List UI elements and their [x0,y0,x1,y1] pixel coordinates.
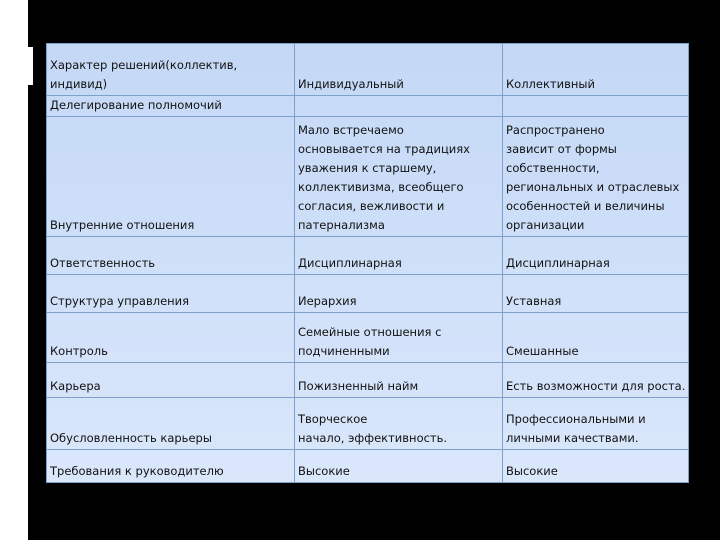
table-cell: Дисциплинарная [295,237,503,275]
table-cell: Профессиональными и личными качествами. [503,398,689,450]
table-row [47,117,689,237]
table-row [47,95,689,117]
table-cell: Семейные отношения с подчиненными [295,312,503,363]
table-row [47,449,689,482]
table-row [47,363,689,398]
table-cell: Ответственность [47,237,295,275]
table-cell: Есть возможности для роста. [503,363,689,398]
table-row [47,275,689,312]
table-cell [503,95,689,117]
table-body [47,44,689,483]
table-cell: Пожизненный найм [295,363,503,398]
decor-bar-top-outline [26,49,32,79]
table-row [47,398,689,450]
table-cell: Делегирование полномочий [47,95,295,117]
decor-bar-bottom [18,392,24,404]
table-cell: Дисциплинарная [503,237,689,275]
table-row [47,237,689,275]
table-cell: Коллективный [503,44,689,96]
table-cell [295,95,503,117]
table-cell: Смешанные [503,312,689,363]
table-cell: Творческое начало, эффективность. [295,398,503,450]
table-cell: Распространено зависит от формы собственности, региональных и отраслевых особенностей и величины организации [503,117,689,237]
table-row [47,312,689,363]
table-cell: Иерархия [295,275,503,312]
table-cell: Обусловленность карьеры [47,398,295,450]
table-cell: Требования к руководителю [47,449,295,482]
table-cell: Структура управления [47,275,295,312]
table-cell: Высокие [295,449,503,482]
table-cell: Уставная [503,275,689,312]
table-cell: Мало встречаемо основывается на традициях уважения к старшему, коллективизма, всеобщего согласия, вежливости и патернализма [295,117,503,237]
table-cell: Характер решений(коллектив, индивид) [47,44,295,96]
comparison-table [46,43,689,483]
table-row [47,44,689,96]
table-cell: Высокие [503,449,689,482]
table-cell: Карьера [47,363,295,398]
table-cell: Контроль [47,312,295,363]
table-cell: Внутренние отношения [47,117,295,237]
decor-bar-mid-outline [18,360,23,388]
table-cell: Индивидуальный [295,44,503,96]
